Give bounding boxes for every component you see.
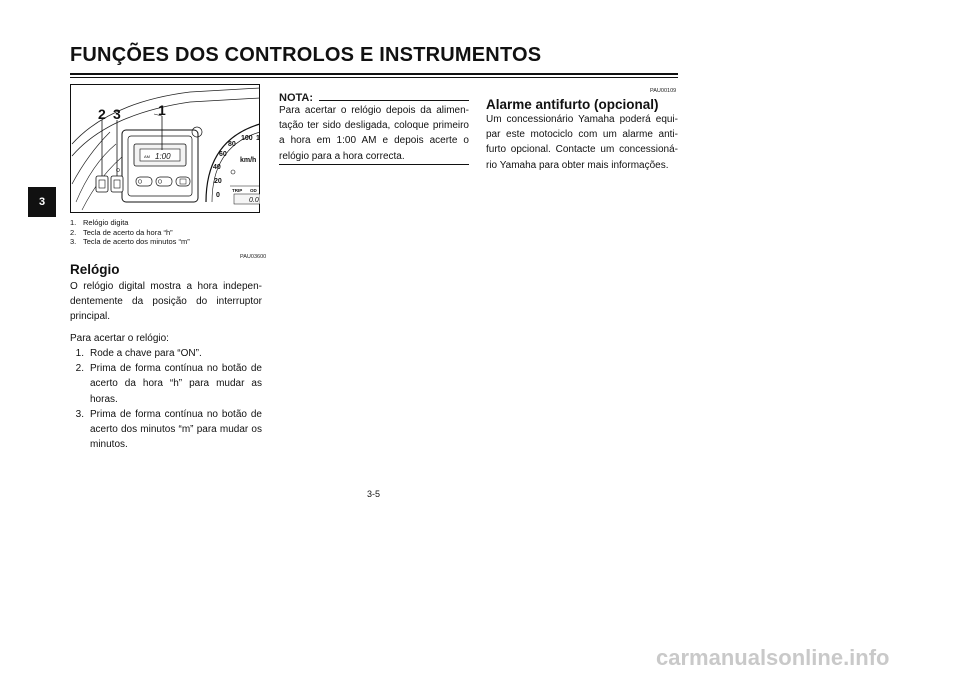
odo-label: OD — [250, 188, 257, 193]
steps-list — [70, 346, 262, 452]
note-text: Para acertar o relógio depois da alimen-tação ter sido desligada, coloque primeiro a hora em 1:00 AM e depois acerte o relógio para a hora correcta. — [279, 105, 469, 162]
page-number: 3-5 — [367, 489, 381, 499]
section-code: PAU03600 — [240, 254, 267, 260]
legend-item: 1. Relógio digita — [70, 218, 129, 227]
note-label: NOTA: — [279, 92, 319, 104]
callout-2: 2 — [98, 106, 106, 122]
speed-120: 1 — [256, 135, 260, 142]
paragraph-relogio: O relógio digital mostra a hora indepen-dentemente da posição do interruptor principal. — [70, 281, 262, 323]
step-item: 2. Prima de forma contínua no botão de acerto da hora “h” para mudar as horas. — [75, 363, 262, 405]
speed-100: 100 — [241, 135, 253, 142]
speed-60: 60 — [219, 151, 227, 158]
section-code-alarm: PAU00109 — [650, 88, 677, 94]
page-title: FUNÇÕES DOS CONTROLOS E INSTRUMENTOS — [70, 44, 542, 66]
speed-0: 0 — [216, 192, 220, 199]
display-time: 1:00 — [155, 152, 171, 161]
speed-80: 80 — [228, 141, 236, 148]
section-heading-relogio: Relógio — [70, 262, 120, 277]
speed-unit: km/h — [240, 157, 257, 164]
step-item: 3. Prima de forma contínua no botão de acerto dos minutos “m” para mudar os minutos. — [75, 408, 262, 451]
legend-item: 2. Tecla de acerto da hora “h” — [70, 227, 173, 237]
display-am: AM — [144, 154, 150, 159]
callout-1: 1 — [158, 102, 166, 118]
steps-intro: Para acertar o relógio: — [70, 333, 169, 344]
speed-40: 40 — [213, 164, 221, 171]
section-heading-alarme: Alarme antifurto (opcional) — [486, 97, 659, 112]
legend-item: 3. Tecla de acerto dos minutos “m” — [70, 237, 190, 247]
speed-20: 20 — [214, 178, 222, 185]
clock-figure — [70, 84, 260, 213]
trip-label: TRIP — [232, 188, 243, 193]
step-item: 1. Rode a chave para “ON”. — [75, 348, 202, 359]
header-rule — [70, 73, 678, 75]
figure-legend — [70, 218, 190, 247]
odo-value: 0.0 — [249, 197, 259, 204]
header-rule-thin — [70, 77, 678, 78]
paragraph-alarme: Um concessionário Yamaha poderá equi-par este motociclo com um alarme anti-furto opcional. Contacte um concessioná-rio Yamaha para obter mais informações. — [486, 114, 678, 171]
callout-3: 3 — [113, 106, 121, 122]
note-bottom-rule — [279, 164, 469, 165]
chapter-tab: 3 — [28, 187, 56, 217]
instrument-illustration — [70, 84, 260, 213]
watermark: carmanualsonline.info — [656, 645, 890, 670]
